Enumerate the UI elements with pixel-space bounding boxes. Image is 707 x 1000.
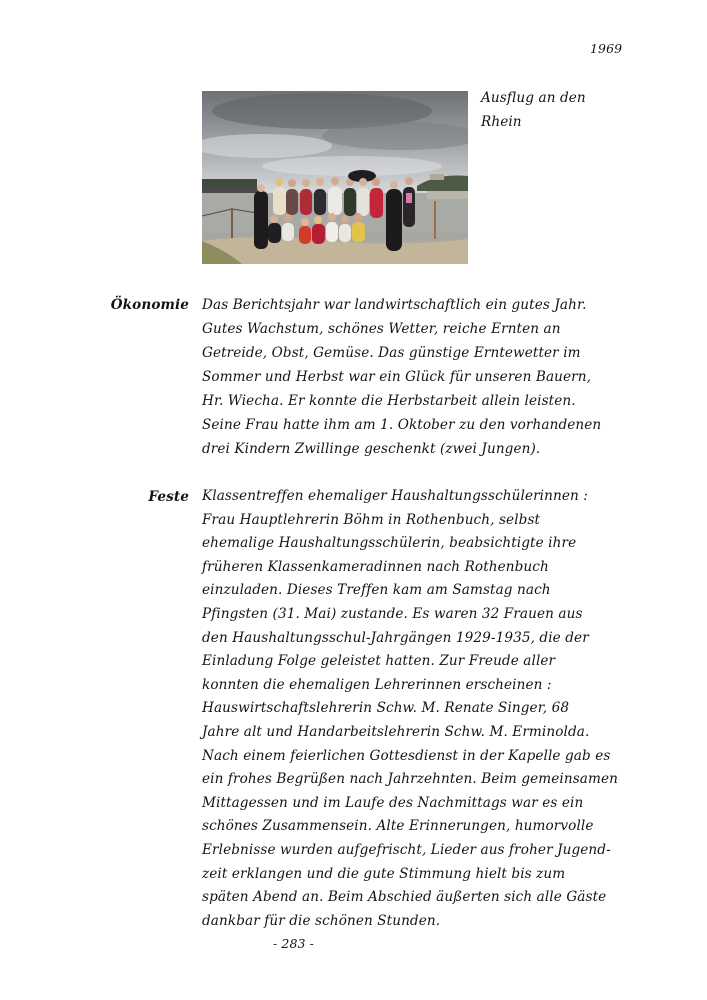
text-line: Seine Frau hatte ihm am 1. Oktober zu den vorhandenen xyxy=(202,417,602,433)
building xyxy=(430,174,444,180)
text-line: Hauswirtschaftslehrerin Schw. M. Renate Singer, 68 xyxy=(202,700,570,717)
year-heading: 1969 xyxy=(590,41,623,56)
text-line: Sommer und Herbst war ein Glück für unseren Bauern, xyxy=(202,369,592,385)
photo-caption-line: Rhein xyxy=(481,114,522,130)
text-line: ehemalige Haushaltungsschülerin, beabsichtigte ihre xyxy=(202,535,577,552)
text-line: Erlebnisse wurden aufgefrischt, Lieder aus froher Jugend- xyxy=(202,841,611,858)
text-line: den Haushaltungsschul-Jahrgängen 1929-1935, die der xyxy=(202,629,589,646)
text-line: einzuladen. Dieses Treffen kam am Samstag nach xyxy=(202,582,551,599)
text-line: Gutes Wachstum, schönes Wetter, reiche Ernten an xyxy=(202,321,561,337)
text-line: zeit erklangen und die gute Stimmung hielt bis zum xyxy=(202,865,566,882)
text-line: Getreide, Obst, Gemüse. Das günstige Erntewetter im xyxy=(202,345,581,361)
section-label-oekonomie: Ökonomie xyxy=(110,297,189,313)
photo-caption-line: Ausflug an den xyxy=(481,90,586,106)
text-line: früheren Klassenkameradinnen nach Rothenbuch xyxy=(202,558,549,575)
text-line: Mittagessen und im Laufe des Nachmittags war es ein xyxy=(202,794,584,811)
far-bank xyxy=(427,191,468,199)
photo-caption xyxy=(481,86,586,134)
text-line: späten Abend an. Beim Abschied äußerten sich alle Gäste xyxy=(202,889,607,906)
text-line: Das Berichtsjahr war landwirtschaftlich ein gutes Jahr. xyxy=(202,297,587,313)
group-of-people xyxy=(254,170,415,251)
section-body-oekonomie xyxy=(202,293,601,461)
text-line: drei Kindern Zwillinge geschenkt (zwei Jungen). xyxy=(202,441,541,457)
text-line: Klassentreffen ehemaliger Haushaltungsschülerinnen : xyxy=(202,488,588,504)
cloud xyxy=(202,134,332,158)
text-line: Einladung Folge geleistet hatten. Zur Freude aller xyxy=(202,653,556,670)
text-line: Pfingsten (31. Mai) zustande. Es waren 32 Frauen aus xyxy=(202,605,583,622)
text-line: Jahre alt und Handarbeitslehrerin Schw. M. Erminolda. xyxy=(202,723,590,740)
text-line: Frau Hauptlehrerin Böhm in Rothenbuch, selbst xyxy=(202,511,541,528)
text-line: schönes Zusammensein. Alte Erinnerungen, humorvolle xyxy=(202,818,594,835)
group-photo xyxy=(202,91,468,264)
page-number: - 283 - xyxy=(273,936,314,951)
fence-post xyxy=(434,201,436,239)
text-line: dankbar für die schönen Stunden. xyxy=(202,912,441,929)
text-line: Hr. Wiecha. Er konnte die Herbstarbeit allein leisten. xyxy=(202,393,576,409)
text-line: konnten die ehemaligen Lehrerinnen erscheinen : xyxy=(202,676,552,693)
section-body-feste xyxy=(202,485,618,933)
text-line: ein frohes Begrüßen nach Jahrzehnten. Beim gemeinsamen xyxy=(202,771,618,788)
bridge xyxy=(202,187,260,193)
fence-post xyxy=(231,208,233,240)
section-label-feste: Feste xyxy=(148,489,189,505)
text-line: Nach einem feierlichen Gottesdienst in der Kapelle gab es xyxy=(202,747,611,764)
group-photo-illustration xyxy=(202,91,468,264)
